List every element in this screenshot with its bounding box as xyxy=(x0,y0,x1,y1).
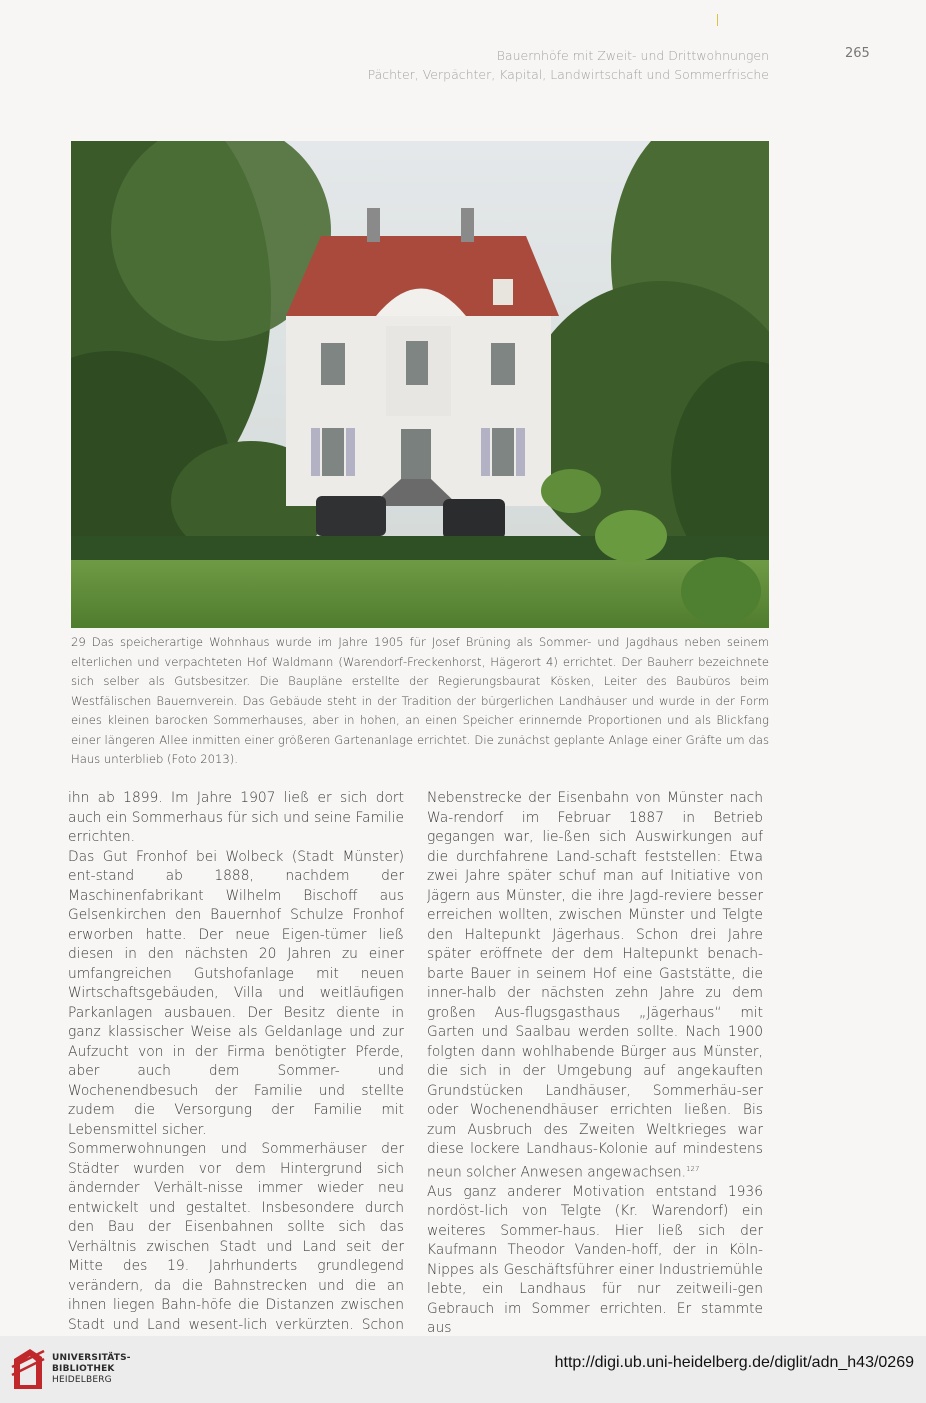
page-number: 265 xyxy=(845,46,870,61)
binding-mark xyxy=(717,14,718,26)
paragraph xyxy=(427,789,763,1183)
library-name-line-1: UNIVERSITÄTS- xyxy=(52,1353,131,1363)
library-name-line-3: HEIDELBERG xyxy=(52,1375,112,1385)
house-photo-illustration xyxy=(71,141,769,628)
text-column-left xyxy=(68,789,404,1355)
library-logo-icon xyxy=(10,1345,46,1391)
figure-caption-text: Das speicherartige Wohnhaus wurde im Jahre 1905 für Josef Brüning als Sommer- und Jagdhaus neben seinem elterlichen und verpachteten Hof Waldmann (Warendorf-Freckenhorst, Hägerort 4) errichtet. Der Bauherr bezeichnete sich selber als Gutsbesitzer. Die Baupläne erstellte der Regierungsbaurat Kösken, Leiter des Baubüros beim Westfälischen Bauernverein. Das Gebäude steht in der Tradition der bürgerlichen Landhäuser und wurde in der Form eines kleinen barocken Sommerhauses, aber in hohen, an einen Speicher erinnernde Proportionen und als Blickfang einer längeren Allee inmitten einer größeren Gartenanlage errichtet. Die zunächst geplante Anlage einer Gräfte um das Haus unterblieb (Foto 2013). xyxy=(71,635,769,766)
digitization-footer xyxy=(0,1336,926,1403)
footnote-reference[interactable]: 127 xyxy=(686,1164,700,1173)
running-header xyxy=(368,46,769,84)
text-column-right xyxy=(427,789,763,1339)
header-line-1: Bauernhöfe mit Zweit- und Drittwohnungen xyxy=(496,48,769,63)
figure-caption xyxy=(71,633,769,770)
figure-number: 29 xyxy=(71,635,86,649)
library-name xyxy=(52,1353,131,1386)
header-line-2: Pächter, Verpächter, Kapital, Landwirtschaft und Sommerfrische xyxy=(367,67,769,82)
paragraph: Sommerwohnungen und Sommerhäuser der Städter wurden vor dem Hintergrund sich ändernder Verhält-nisse immer wieder neu entwickelt und gestaltet. Insbesondere durch den Bau der Eisenbahnen sollte sich das Verhältnis zwischen Stadt und Land seit der Mitte des 19. Jahrhunderts grundlegend verändern, da die Bahnstrecken und die an ihnen liegen Bahn-höfe die Distanzen zwischen Stadt und Land wesent-lich verkürzten. Schon xyxy=(68,1141,404,1333)
paragraph-text: Nebenstrecke der Eisenbahn von Münster nach Wa-rendorf im Februar 1887 in Betrieb gegangen war, lie-ßen sich Auswirkungen auf die durchfahrene Land-schaft feststellen: Etwa zwei Jahre später schuf man auf Initiative von Jägern aus Münster, die ihre Jagd-reviere besser erreichen wollten, zwischen Münster und Telgte den Haltepunkt Jägerhaus. Schon drei Jahre später eröffnete der dem Haltepunkt benach-barte Bauer in seinem Hof eine Gaststätte, die inner-halb der nächsten zehn Jahre zu dem großen Aus-flugsgasthaus „Jägerhaus“ mit Garten und Saalbau werden sollte. Nach 1900 folgten dann wohlhabende Bürger aus Münster, die sich in der Umgebung auf angekauften Grundstücken Landhäuser, Sommerhäu-ser oder Wochenendhäuser errichten ließen. Bis zum Ausbruch des Zweiten Weltkrieges war diese lockere Landhaus-Kolonie auf mindestens neun solcher Anwesen angewachsen. xyxy=(427,790,763,1181)
paragraph: Das Gut Fronhof bei Wolbeck (Stadt Münster) ent-stand ab 1888, nachdem der Maschinenfabrikant Wilhelm Bischoff aus Gelsenkirchen den Bauernhof Schulze Fronhof erworben hatte. Der neue Eigen-tümer ließ diesen in den nächsten 20 Jahren zu einer umfangreichen Gutshofanlage mit neuen Wirtschaftsgebäuden, Villa und weitläufigen Parkanlagen ausbauen. Der Besitz diente in ganz klassischer Weise als Geldanlage und zur Aufzucht von in der Firma benötigter Pferde, aber auch dem Sommer- und Wochenendbesuch der Familie und stellte zudem die Versorgung der Familie mit Lebensmittel sicher. xyxy=(68,848,404,1138)
library-name-line-2: BIBLIOTHEK xyxy=(52,1364,115,1374)
paragraph: Aus ganz anderer Motivation entstand 1936 nordöst-lich von Telgte (Kr. Warendorf) ein weiteres Sommer-haus. Hier ließ sich der Kaufmann Theodor Vanden-hoff, der in Köln-Nippes als Geschäftsführer einer Industriemühle lebte, ein Landhaus für nur zeitweili-gen Gebrauch im Sommer errichten. Er stammte aus xyxy=(427,1183,763,1337)
paragraph: ihn ab 1899. Im Jahre 1907 ließ er sich dort auch ein Sommerhaus für sich und seine Familie errichten. xyxy=(68,790,404,845)
permalink-url[interactable]: http://digi.ub.uni-heidelberg.de/diglit/adn_h43/0269 xyxy=(554,1354,914,1371)
house-photo xyxy=(71,141,769,628)
